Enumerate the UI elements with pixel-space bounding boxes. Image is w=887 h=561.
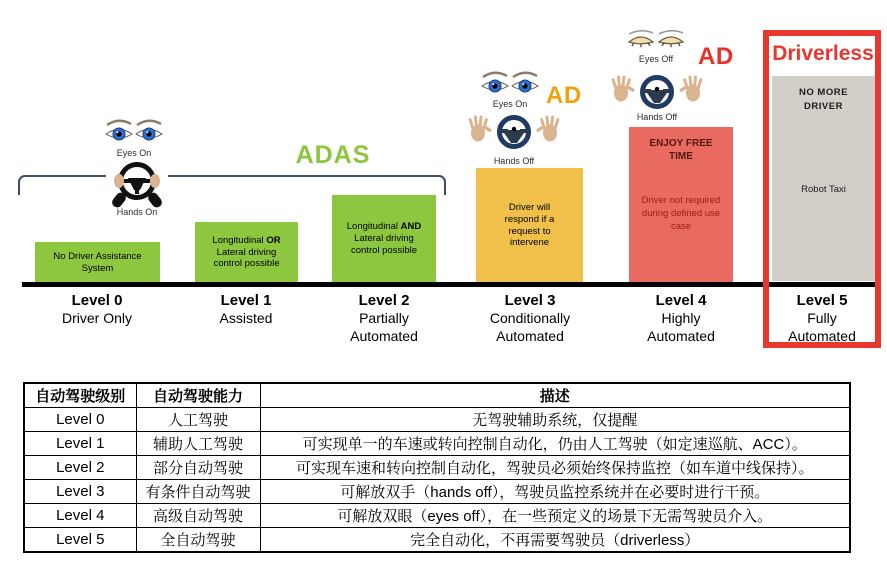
header-level: 自动驾驶级别 xyxy=(24,383,136,408)
level3-box-text: Driver will respond if a request to intervene xyxy=(504,201,555,249)
level2-box-text: Longitudinal AND Lateral driving control possible xyxy=(346,221,422,256)
eyes-state-label: Eyes Off xyxy=(638,54,674,64)
cell-capability: 高级自动驾驶 xyxy=(136,504,260,528)
table-row xyxy=(24,528,850,553)
table-header-row xyxy=(24,383,850,408)
table-row xyxy=(24,432,850,456)
table-row xyxy=(24,408,850,432)
steering-wheel-hands-off-icon xyxy=(468,110,560,154)
cell-description: 可解放双眼（eyes off），在一些预定义的场景下无需驾驶员介入。 xyxy=(260,504,850,528)
driverless-label: Driverless xyxy=(772,42,874,65)
level4-box-text: Driver not required during defined use case xyxy=(641,195,721,232)
level4-box-title: ENJOY FREE TIME xyxy=(649,138,713,162)
cell-level: Level 3 xyxy=(24,480,136,504)
level5-label: Level 5 Fully Automated xyxy=(788,292,856,345)
level5-box-title: NO MORE DRIVER xyxy=(799,87,848,112)
header-description: 描述 xyxy=(260,383,850,408)
levels-table xyxy=(23,382,851,553)
cell-description: 无驾驶辅助系统，仅提醒 xyxy=(260,408,850,432)
driverless-frame xyxy=(763,30,881,348)
level0-label: Level 0 Driver Only xyxy=(61,292,132,326)
eyes-state-label: Eyes On xyxy=(492,99,528,109)
cell-capability: 有条件自动驾驶 xyxy=(136,480,260,504)
header-capability: 自动驾驶能力 xyxy=(136,383,260,408)
cell-level: Level 1 xyxy=(24,432,136,456)
cell-description: 可实现车速和转向控制自动化，驾驶员必须始终保持监控（如车道中线保持）。 xyxy=(260,456,850,480)
table-row xyxy=(24,504,850,528)
adas-label: ADAS xyxy=(295,141,371,169)
level4-box xyxy=(629,127,733,283)
ad-label: AD xyxy=(698,43,734,70)
steering-wheel-hands-off-icon xyxy=(611,70,703,114)
cell-description: 可解放双手（hands off），驾驶员监控系统并在必要时进行干预。 xyxy=(260,480,850,504)
cell-level: Level 0 xyxy=(24,408,136,432)
level4-label: Level 4 Highly Automated xyxy=(647,292,715,345)
cell-capability: 人工驾驶 xyxy=(136,408,260,432)
table-row xyxy=(24,456,850,480)
cell-level: Level 4 xyxy=(24,504,136,528)
level1-box-text: Longitudinal OR Lateral driving control possible xyxy=(212,234,281,270)
level2-label: Level 2 Partially Automated xyxy=(350,292,418,345)
cell-capability: 部分自动驾驶 xyxy=(136,456,260,480)
cell-level: Level 2 xyxy=(24,456,136,480)
steering-wheel-hands-on-icon xyxy=(106,160,168,208)
level3-box xyxy=(476,168,583,283)
cell-description: 可实现单一的车速或转向控制自动化，仍由人工驾驶（如定速巡航、ACC）。 xyxy=(260,432,850,456)
level3-label: Level 3 Conditionally Automated xyxy=(489,292,571,345)
level0-box xyxy=(35,242,160,283)
eyes-open-icon xyxy=(480,68,540,98)
table-row xyxy=(24,480,850,504)
eyes-open-icon xyxy=(104,116,164,146)
hands-state-label: Hands Off xyxy=(636,112,678,122)
ad-label: AD xyxy=(546,82,582,109)
baseline xyxy=(22,282,880,287)
level1-label: Level 1 Assisted xyxy=(219,292,273,326)
cell-level: Level 5 xyxy=(24,528,136,553)
cell-capability: 全自动驾驶 xyxy=(136,528,260,553)
level1-box xyxy=(195,222,298,283)
level2-box xyxy=(332,195,436,283)
level5-box-text: Robot Taxi xyxy=(801,183,846,195)
hands-state-label: Hands Off xyxy=(493,156,535,166)
eyes-state-label: Eyes On xyxy=(116,148,152,158)
cell-description: 完全自动化，不再需要驾驶员（driverless） xyxy=(260,528,850,553)
adas-bracket xyxy=(18,175,446,195)
level0-box-text: No Driver Assistance System xyxy=(53,250,142,274)
cell-capability: 辅助人工驾驶 xyxy=(136,432,260,456)
eyes-closed-icon xyxy=(626,28,686,50)
hands-state-label: Hands On xyxy=(116,207,158,217)
